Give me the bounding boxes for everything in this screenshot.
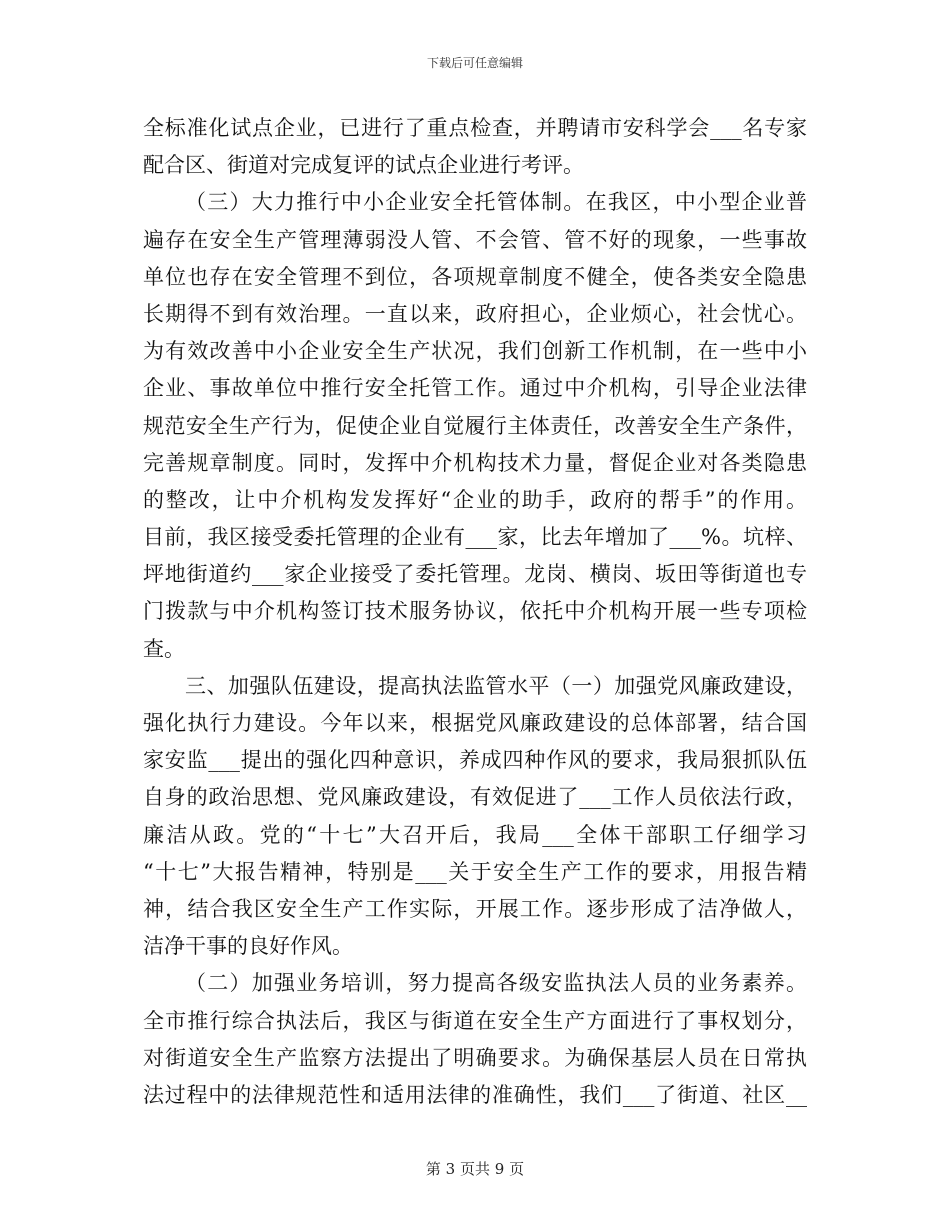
text-line: “十七”大报告精神，特别是___关于安全生产工作的要求，用报告精	[143, 859, 807, 884]
paragraph-first-line: （二）加强业务培训，努力提高各级安监执法人员的业务素养。	[185, 971, 807, 996]
text-line: 完善规章制度。同时，发挥中介机构技术力量，督促企业对各类隐患	[143, 450, 807, 475]
text-line: 查。	[143, 636, 185, 661]
text-line: 门拨款与中介机构签订技术服务协议，依托中介机构开展一些专项检	[143, 599, 807, 624]
text-line: 遍存在安全生产管理薄弱没人管、不会管、管不好的现象，一些事故	[143, 227, 807, 252]
text-line: 全市推行综合执法后，我区与街道在安全生产方面进行了事权划分，	[143, 1008, 807, 1033]
text-line: 长期得不到有效治理。一直以来，政府担心，企业烦心，社会忧心。	[143, 301, 807, 326]
paragraph-first-line: （三）大力推行中小企业安全托管体制。在我区，中小型企业普	[185, 190, 807, 215]
text-line: 全标准化试点企业，已进行了重点检查，并聘请市安科学会___名专家	[143, 116, 807, 140]
text-line: 对街道安全生产监察方法提出了明确要求。为确保基层人员在日常执	[143, 1045, 807, 1070]
text-line: 单位也存在安全管理不到位，各项规章制度不健全，使各类安全隐患	[143, 264, 807, 289]
text-line: 廉洁从政。党的“十七”大召开后，我局___全体干部职工仔细学习	[143, 822, 807, 847]
text-line: 为有效改善中小企业安全生产状况，我们创新工作机制，在一些中小	[143, 339, 807, 364]
text-line: 规范安全生产行为，促使企业自觉履行主体责任，改善安全生产条件，	[143, 413, 807, 438]
text-line: 目前，我区接受委托管理的企业有___家，比去年增加了___%。坑梓、	[143, 525, 807, 550]
page-header: 下载后可任意编辑	[426, 56, 523, 70]
text-line: 强化执行力建设。今年以来，根据党风廉政建设的总体部署，结合国	[143, 711, 807, 735]
document-body	[143, 110, 807, 1114]
text-line: 神，结合我区安全生产工作实际，开展工作。逐步形成了洁净做人，	[143, 896, 807, 921]
text-line: 的整改，让中介机构发发挥好“企业的助手，政府的帮手”的作用。	[143, 487, 807, 512]
text-line: 家安监___提出的强化四种意识，养成四种作风的要求，我局狠抓队伍	[143, 748, 807, 773]
text-line: 企业、事故单位中推行安全托管工作。通过中介机构，引导企业法律	[143, 376, 807, 401]
text-line: 配合区、街道对完成复评的试点企业进行考评。	[143, 153, 584, 178]
text-line: 洁净干事的良好作风。	[143, 934, 353, 959]
page-number: 第 3 页共 9 页	[425, 1160, 525, 1178]
text-line: 自身的政治思想、党风廉政建设，有效促进了___工作人员依法行政，	[143, 785, 807, 810]
text-line: 法过程中的法律规范性和适用法律的准确性，我们___了街道、社区__	[143, 1082, 807, 1107]
text-line: 坪地街道约___家企业接受了委托管理。龙岗、横岗、坂田等街道也专	[143, 562, 807, 587]
paragraph-first-line: 三、加强队伍建设，提高执法监管水平（一）加强党风廉政建设，	[185, 673, 807, 698]
